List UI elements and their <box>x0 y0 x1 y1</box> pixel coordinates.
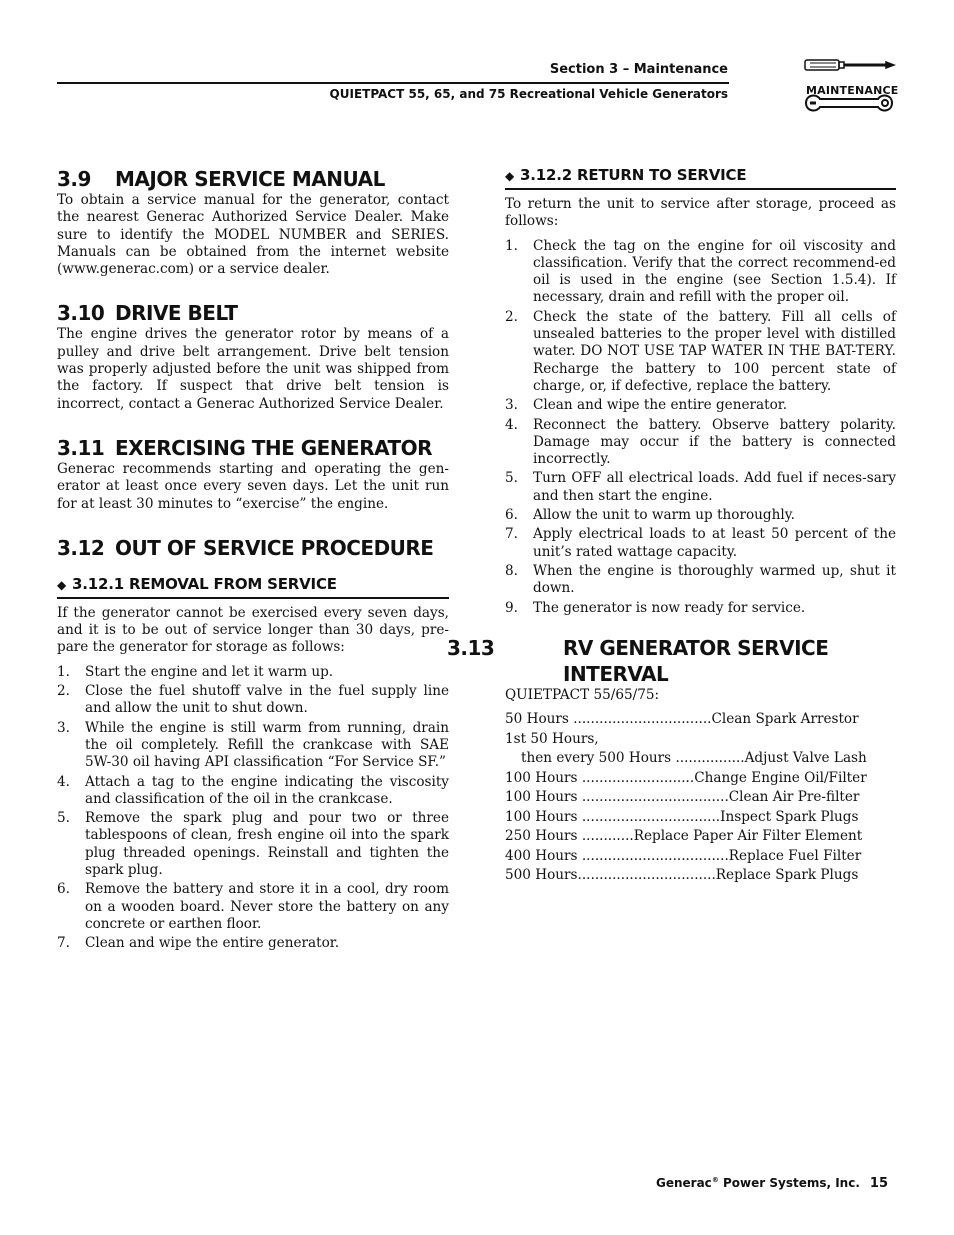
section-header: Section 3 – Maintenance <box>549 62 728 77</box>
schedule-row: 50 Hours ................................Clean Spark Arrestor <box>505 711 859 728</box>
list-item-text: Check the tag on the engine for oil viscosity and classification. Verify that the correct recommend-ed oil is used in the engine (see Section 1.5.4). If necessary, drain and refill with the proper oil. <box>533 237 896 306</box>
list-item-number: 5. <box>57 810 70 827</box>
list-item-text: Check the state of the battery. Fill all cells of unsealed batteries to the proper level with distilled water. DO NOT USE TAP WATER IN THE BAT-TERY. Recharge the battery to 100 percent state of charge, or, if defective, replace the battery. <box>533 308 896 394</box>
list-item-text: The generator is now ready for service. <box>533 599 806 616</box>
list-item-text: Remove the battery and store it in a cool, dry room on a wooden board. Never store the battery on any concrete or earthen floor. <box>85 881 449 932</box>
list-item <box>57 720 449 772</box>
removal-steps-list <box>57 664 449 953</box>
list-item-text: When the engine is thoroughly warmed up, shut it down. <box>533 562 896 597</box>
diamond-bullet-icon: ◆ <box>57 577 67 592</box>
service-interval-model: QUIETPACT 55/65/75: <box>505 686 660 703</box>
heading-3-12: 3.12 OUT OF SERVICE PROCEDURE <box>57 535 434 560</box>
right-column <box>447 166 896 886</box>
list-item <box>57 774 449 809</box>
schedule-row: 100 Hours ..........................Change Engine Oil/Filter <box>505 769 867 786</box>
list-item-text: Close the fuel shutoff valve in the fuel supply line and allow the unit to shut down. <box>85 683 449 717</box>
schedule-row: 250 Hours ............Replace Paper Air Filter Element <box>505 828 863 845</box>
list-item <box>57 664 449 681</box>
screwdriver-icon <box>805 60 894 70</box>
list-item <box>505 309 896 395</box>
list-item-text: Start the engine and let it warm up. <box>85 663 334 680</box>
diamond-bullet-icon: ◆ <box>505 169 515 183</box>
wrench-icon <box>806 96 892 111</box>
list-item <box>505 563 896 598</box>
list-item <box>505 470 896 505</box>
list-item-number: 8. <box>505 562 518 579</box>
list-item-number: 1. <box>505 237 518 254</box>
list-item-text: Clean and wipe the entire generator. <box>533 397 788 414</box>
schedule-row: then every 500 Hours ................Adjust Valve Lash <box>521 750 867 767</box>
list-item <box>505 507 896 524</box>
schedule-row: 1st 50 Hours, <box>505 730 599 747</box>
list-item-number: 2. <box>57 683 70 700</box>
document-subtitle: QUIETPACT 55, 65, and 75 Recreational Vehicle Generators <box>329 87 728 101</box>
schedule-row: 100 Hours ..................................Clean Air Pre-filter <box>505 789 860 806</box>
list-item <box>57 810 449 879</box>
list-item-text: Allow the unit to warm up thoroughly. <box>533 507 795 524</box>
paragraph-3-11: Generac recommends starting and operating the gen-erator at least once every seven days. Let the unit run for at least 30 minutes to “exercise” the engine. <box>57 460 449 512</box>
paragraph-3-12-2-intro: To return the unit to service after storage, proceed as follows: <box>505 196 896 230</box>
list-item <box>505 397 896 414</box>
list-item-text: Attach a tag to the engine indicating the viscosity and classification of the oil in the crankcase. <box>85 773 449 807</box>
heading-3-9: 3.9 MAJOR SERVICE MANUAL <box>57 167 385 191</box>
list-item-number: 2. <box>505 308 518 325</box>
footer-company: Generac <box>656 1176 712 1190</box>
list-item-number: 6. <box>57 881 70 898</box>
list-item-number: 1. <box>57 663 70 680</box>
list-item-number: 7. <box>57 935 70 952</box>
page-number: 15 <box>869 1176 888 1191</box>
subheading-3-12-2: ◆ 3.12.2 RETURN TO SERVICE <box>505 166 896 190</box>
header-rule <box>57 82 729 84</box>
list-item-number: 3. <box>505 397 518 414</box>
heading-3-11: 3.11 EXERCISING THE GENERATOR <box>57 435 433 460</box>
list-item <box>505 417 896 469</box>
schedule-row: 500 Hours................................Replace Spark Plugs <box>505 867 859 884</box>
paragraph-3-9: To obtain a service manual for the generator, contact the nearest Generac Authorized Service Dealer. Make sure to identify the MODEL NUMBER and SERIES. Manuals can be obtained from the internet website (www.generac.com) or a service dealer. <box>57 192 449 278</box>
list-item-number: 3. <box>57 719 70 736</box>
list-item-text: Turn OFF all electrical loads. Add fuel if neces-sary and then start the engine. <box>533 470 896 504</box>
list-item-text: Reconnect the battery. Observe battery polarity. Damage may occur if the battery is connected incorrectly. <box>533 416 896 468</box>
list-item <box>57 881 449 933</box>
list-item-text: Clean and wipe the entire generator. <box>85 935 340 952</box>
return-steps-list <box>505 238 896 617</box>
list-item-number: 4. <box>57 773 70 790</box>
list-item-text: While the engine is still warm from running, drain the oil completely. Refill the crankcase with SAE 5W-30 oil having API classification “For Service SF.” <box>85 719 449 771</box>
list-item-number: 5. <box>505 470 518 487</box>
list-item <box>505 526 896 561</box>
maintenance-logo-text: MAINTENANCE <box>806 84 899 97</box>
left-column <box>57 166 449 955</box>
page-footer: Generac® Power Systems, Inc. 15 <box>656 1176 888 1191</box>
service-interval-schedule <box>505 710 896 886</box>
heading-3-13: 3.13 RV GENERATOR SERVICE INTERVAL <box>447 635 829 686</box>
heading-3-10: 3.10 DRIVE BELT <box>57 301 238 326</box>
list-item-number: 7. <box>505 526 518 543</box>
list-item <box>57 935 449 952</box>
paragraph-3-12-1-intro: If the generator cannot be exercised every seven days, and it is to be out of service longer than 30 days, pre-pare the generator for storage as follows: <box>57 604 449 656</box>
schedule-row: 100 Hours ................................Inspect Spark Plugs <box>505 808 859 825</box>
list-item-number: 9. <box>505 599 518 616</box>
list-item-text: Apply electrical loads to at least 50 percent of the unit’s rated wattage capacity. <box>533 526 896 560</box>
subheading-3-12-1: ◆ 3.12.1 REMOVAL FROM SERVICE <box>57 575 449 599</box>
list-item-number: 4. <box>505 416 518 433</box>
list-item <box>505 600 896 617</box>
schedule-row: 400 Hours ..................................Replace Fuel Filter <box>505 847 862 864</box>
list-item-text: Remove the spark plug and pour two or three tablespoons of clean, fresh engine oil into the spark plug threaded openings. Reinstall and tighten the spark plug. <box>85 810 449 879</box>
list-item <box>505 238 896 307</box>
list-item <box>57 683 449 718</box>
paragraph-3-10: The engine drives the generator rotor by means of a pulley and drive belt arrangement. Drive belt tension was properly adjusted before the unit was shipped from the factory. If suspect that drive belt tension is incorrect, contact a Generac Authorized Service Dealer. <box>57 326 449 412</box>
list-item-number: 6. <box>505 507 518 524</box>
